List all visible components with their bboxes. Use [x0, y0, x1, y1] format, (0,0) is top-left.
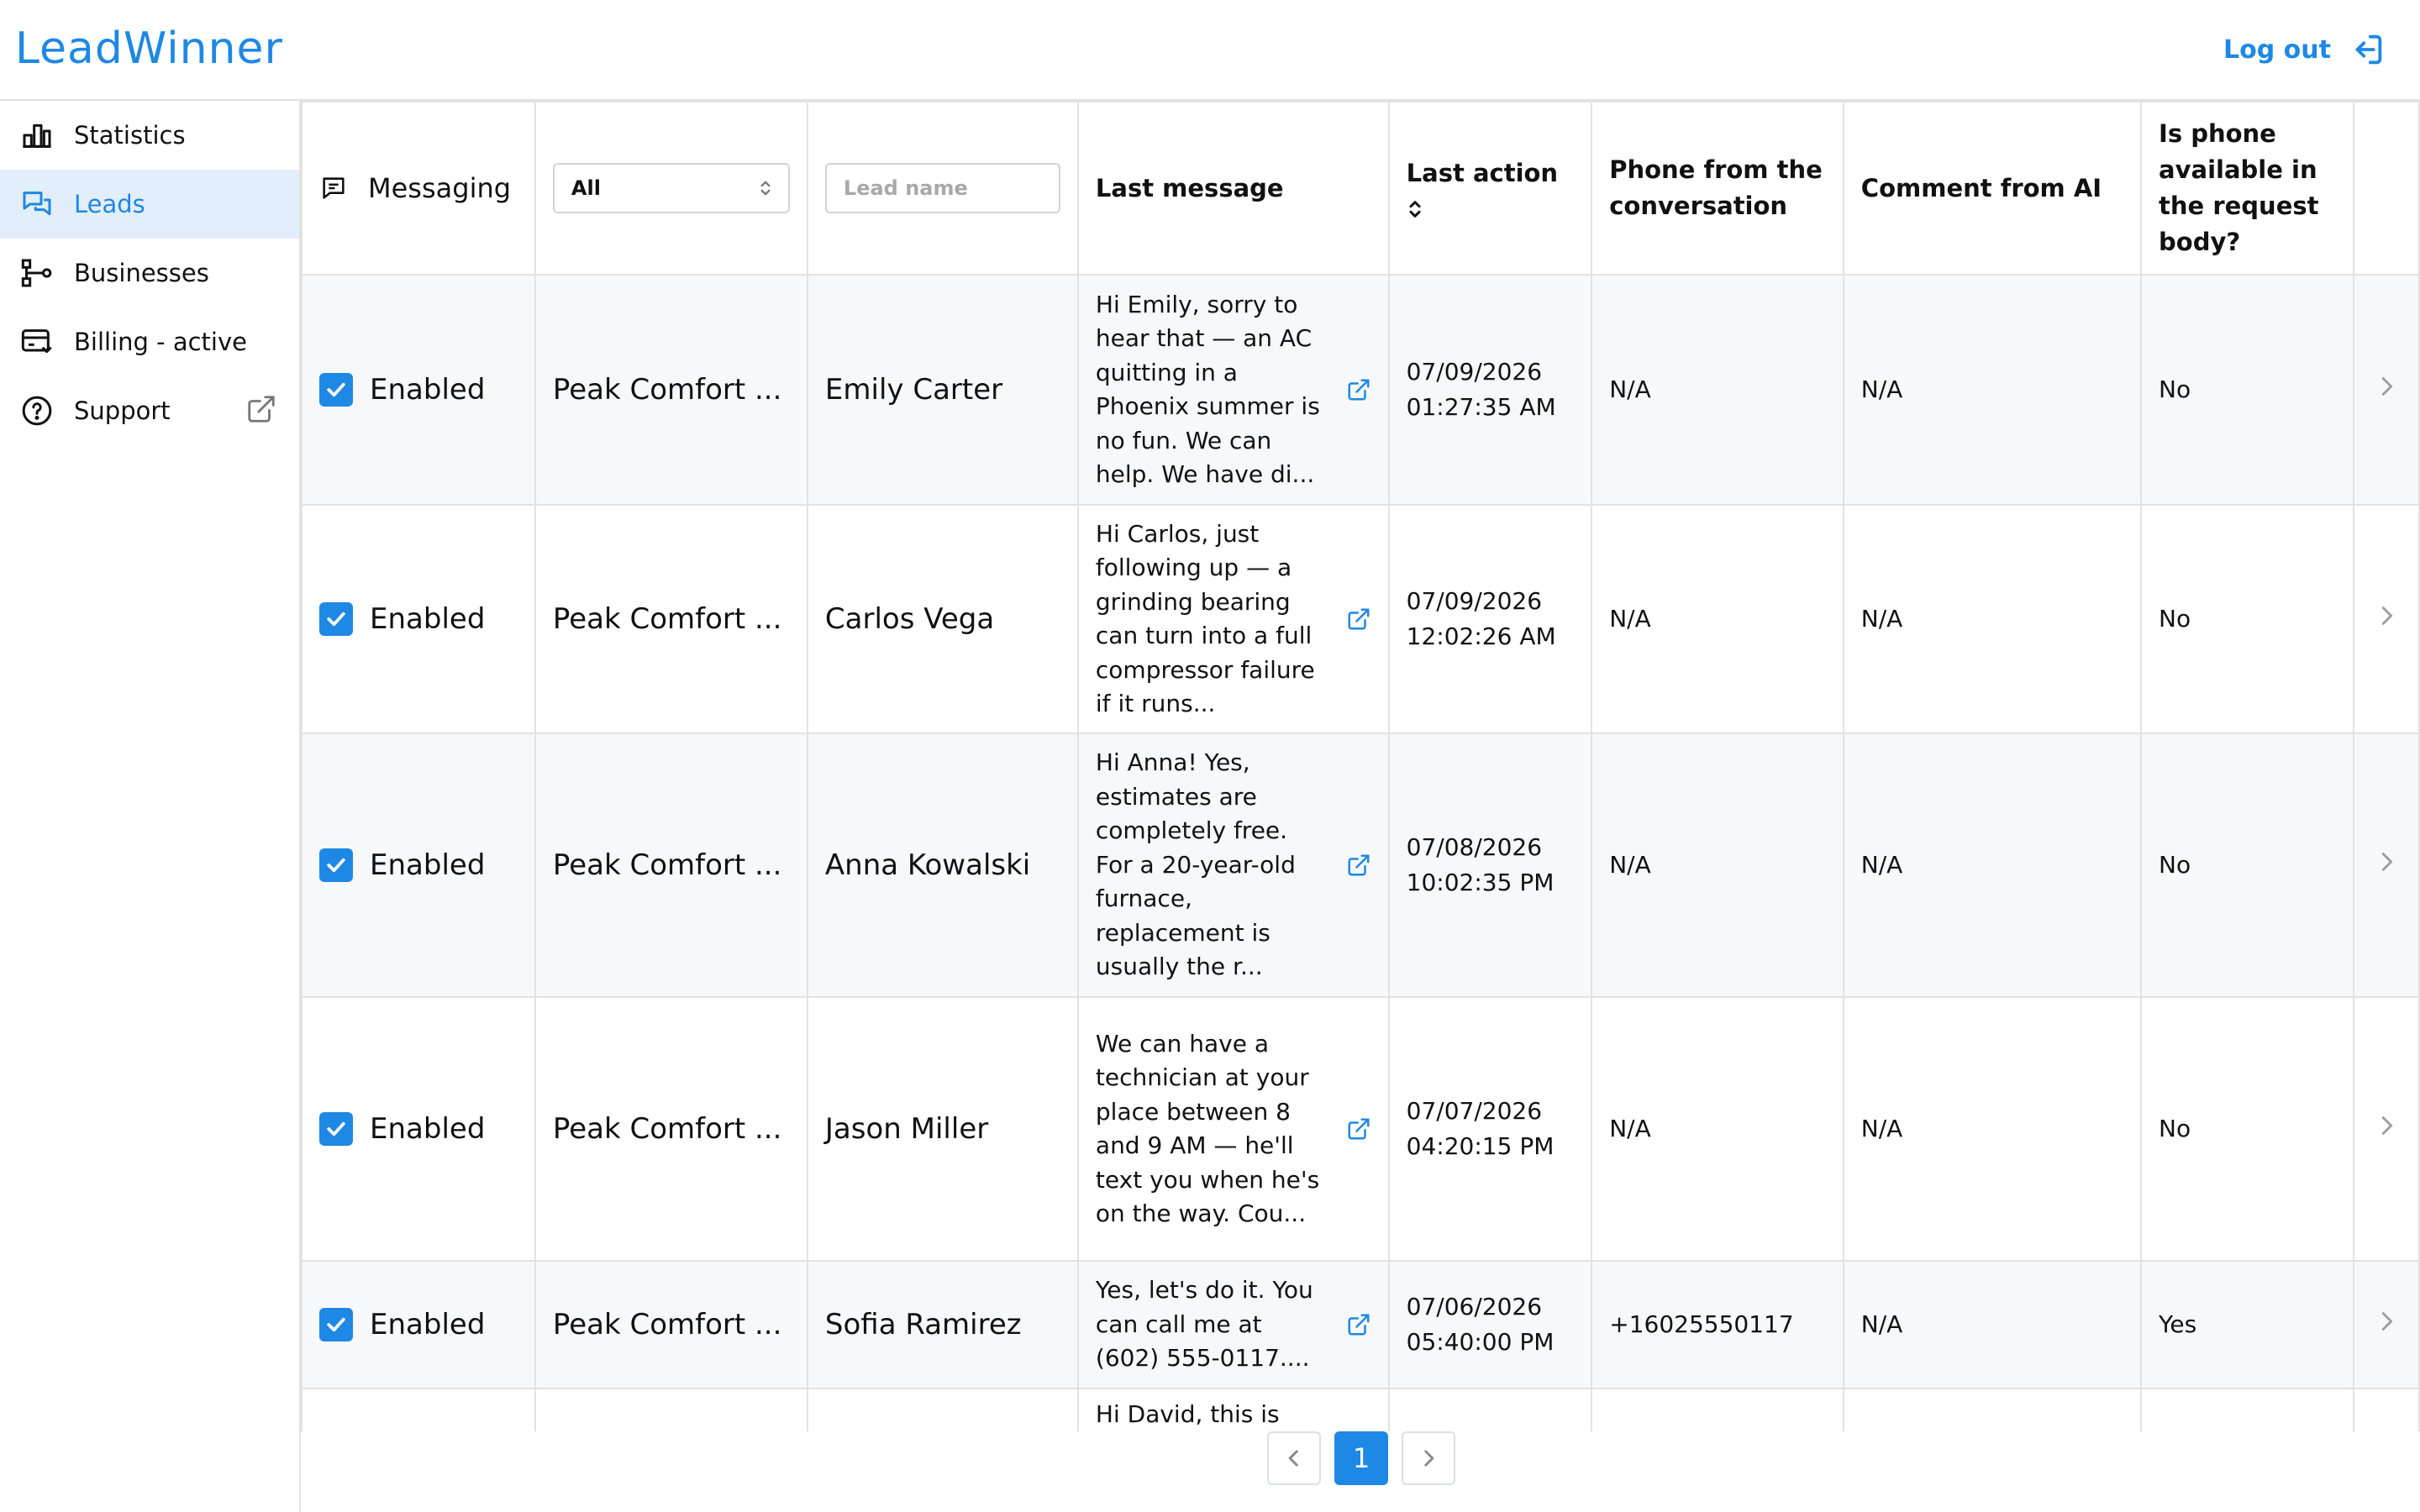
open-conversation-icon[interactable] — [1346, 606, 1371, 632]
header-lead-name — [808, 102, 1078, 275]
external-link-icon — [245, 393, 277, 425]
check-icon — [324, 606, 349, 632]
cell-phone: N/A — [1591, 997, 1844, 1261]
cell-phone — [1591, 1389, 1844, 1431]
header-last-action-label: Last action — [1406, 158, 1559, 187]
sidebar-item-leads[interactable] — [0, 170, 299, 239]
chevron-right-icon — [2377, 374, 2396, 399]
cell-business: Peak Comfort ... — [535, 505, 808, 733]
last-action-date: 07/07/2026 — [1406, 1097, 1543, 1125]
cell-last-action — [1389, 275, 1592, 505]
cell-phone-available — [2141, 1389, 2354, 1431]
sidebar-item-label: Support — [74, 396, 171, 425]
header-phone-available: Is phone available in the request body? — [2141, 102, 2354, 275]
chevron-right-icon — [1420, 1447, 1437, 1469]
sidebar — [0, 101, 301, 1512]
open-conversation-icon[interactable] — [1346, 377, 1371, 402]
sidebar-item-label: Businesses — [74, 259, 209, 287]
cell-phone-available: No — [2141, 997, 2354, 1261]
messaging-status: Enabled — [370, 1308, 486, 1341]
cell-business: Peak Comfort ... — [535, 733, 808, 997]
sidebar-item-label: Leads — [74, 190, 145, 218]
table-row[interactable] — [302, 733, 2419, 997]
last-action-time: 12:02:26 AM — [1406, 622, 1556, 650]
cell-comment: N/A — [1844, 1261, 2141, 1389]
cell-comment: N/A — [1844, 505, 2141, 733]
header-messaging-label: Messaging — [368, 171, 512, 204]
cell-row-action[interactable] — [2354, 1261, 2419, 1389]
chevron-left-icon — [1286, 1447, 1302, 1469]
bar-chart-icon — [20, 118, 54, 152]
cell-row-action[interactable] — [2354, 733, 2419, 997]
sidebar-item-support[interactable] — [0, 376, 299, 445]
last-action-time: 10:02:35 PM — [1406, 869, 1555, 896]
cell-lead-name: Sofia Ramirez — [808, 1261, 1078, 1389]
messaging-checkbox[interactable] — [319, 1308, 353, 1341]
header-last-action — [1389, 102, 1592, 275]
cell-business: Peak Comfort ... — [535, 997, 808, 1261]
cell-comment — [1844, 1389, 2141, 1431]
chevron-right-icon — [2377, 603, 2396, 628]
message-icon — [319, 174, 348, 202]
header-messaging — [302, 102, 535, 275]
hierarchy-icon — [20, 256, 54, 290]
messaging-checkbox[interactable] — [319, 1112, 353, 1146]
check-icon — [324, 377, 349, 402]
business-filter-value: All — [571, 176, 601, 200]
cell-lead-name: Emily Carter — [808, 275, 1078, 505]
cell-lead-name: Carlos Vega — [808, 505, 1078, 733]
logout-button[interactable] — [2223, 30, 2386, 69]
cell-phone-available: No — [2141, 505, 2354, 733]
messaging-status: Enabled — [370, 848, 486, 882]
open-conversation-icon[interactable] — [1346, 1116, 1371, 1142]
cell-lead-name: Anna Kowalski — [808, 733, 1078, 997]
sidebar-item-businesses[interactable] — [0, 239, 299, 307]
chevron-right-icon — [2377, 1309, 2396, 1334]
prev-page-button[interactable] — [1267, 1431, 1321, 1485]
sidebar-item-label: Billing - active — [74, 328, 247, 356]
cell-phone-available: No — [2141, 275, 2354, 505]
cell-comment: N/A — [1844, 733, 2141, 997]
cell-row-action[interactable] — [2354, 275, 2419, 505]
sort-icon[interactable] — [1407, 197, 1423, 222]
pagination — [1267, 1431, 1455, 1485]
app-logo: LeadWinner — [15, 24, 283, 74]
messaging-checkbox[interactable] — [319, 373, 353, 407]
messaging-status: Enabled — [370, 1112, 486, 1146]
cell-phone: N/A — [1591, 733, 1844, 997]
cell-phone: N/A — [1591, 505, 1844, 733]
table-row[interactable] — [302, 1261, 2419, 1389]
cell-last-message — [1078, 1389, 1389, 1431]
header-spacer — [2354, 102, 2419, 275]
messaging-status: Enabled — [370, 373, 486, 407]
check-icon — [324, 1116, 349, 1142]
cell-last-message — [1078, 1261, 1389, 1389]
last-message-text: We can have a technician at your place between 8 and 9 AM — he'll text you when he's on the way. Cou... — [1095, 1029, 1320, 1227]
last-message-text: Hi David, this is — [1095, 1400, 1280, 1428]
sidebar-item-statistics[interactable] — [0, 101, 299, 170]
open-conversation-icon[interactable] — [1346, 853, 1371, 878]
logout-label: Log out — [2223, 34, 2331, 65]
cell-phone-available: Yes — [2141, 1261, 2354, 1389]
last-message-text: Hi Emily, sorry to hear that — an AC quitting in a Phoenix summer is no fun. We can help. We have di... — [1095, 290, 1320, 488]
last-message-text: Hi Anna! Yes, estimates are completely free. For a 20-year-old furnace, replacement is usually the r... — [1095, 748, 1296, 981]
cell-lead-name — [808, 1389, 1078, 1431]
billing-icon — [20, 325, 54, 359]
cell-row-action — [2354, 1389, 2419, 1431]
cell-last-action — [1389, 1261, 1592, 1389]
messaging-checkbox[interactable] — [319, 602, 353, 636]
cell-row-action[interactable] — [2354, 505, 2419, 733]
header-business-filter — [535, 102, 808, 275]
check-icon — [324, 853, 349, 878]
next-page-button[interactable] — [1402, 1431, 1455, 1485]
cell-row-action[interactable] — [2354, 997, 2419, 1261]
last-action-date: 07/08/2026 — [1406, 833, 1543, 861]
lead-name-input[interactable] — [825, 163, 1060, 213]
table-row[interactable] — [302, 275, 2419, 505]
last-message-text: Yes, let's do it. You can call me at (602) 555-0117.... — [1095, 1276, 1313, 1373]
cell-messaging — [302, 1261, 535, 1389]
header-phone: Phone from the conversation — [1591, 102, 1844, 275]
cell-messaging — [302, 733, 535, 997]
open-conversation-icon[interactable] — [1346, 1312, 1371, 1337]
logout-icon — [2348, 30, 2386, 69]
cell-last-action — [1389, 997, 1592, 1261]
cell-messaging — [302, 997, 535, 1261]
cell-phone: +16025550117 — [1591, 1261, 1844, 1389]
check-icon — [324, 1312, 349, 1337]
leads-table — [301, 101, 2420, 1431]
chevron-right-icon — [2377, 849, 2396, 874]
last-action-time: 01:27:35 AM — [1406, 393, 1556, 421]
cell-business: Peak Comfort ... — [535, 275, 808, 505]
business-filter-select[interactable] — [553, 163, 790, 213]
app-header — [0, 0, 2420, 101]
table-row[interactable] — [302, 505, 2419, 733]
last-action-time: 04:20:15 PM — [1406, 1132, 1555, 1160]
cell-last-action — [1389, 505, 1592, 733]
cell-messaging — [302, 505, 535, 733]
table-row[interactable] — [302, 997, 2419, 1261]
messaging-checkbox[interactable] — [319, 848, 353, 882]
sidebar-item-billing[interactable] — [0, 307, 299, 376]
last-message-text: Hi Carlos, just following up — a grinding bearing can turn into a full compressor failure if it runs... — [1095, 519, 1315, 717]
cell-last-message — [1078, 275, 1389, 505]
cell-business — [535, 1389, 808, 1431]
cell-phone: N/A — [1591, 275, 1844, 505]
chevron-right-icon — [2377, 1113, 2396, 1138]
select-arrows-icon — [758, 177, 773, 199]
cell-business: Peak Comfort ... — [535, 1261, 808, 1389]
table-header-row — [302, 102, 2419, 275]
cell-messaging — [302, 1389, 535, 1431]
cell-last-message — [1078, 997, 1389, 1261]
header-last-message: Last message — [1078, 102, 1389, 275]
leads-table-container[interactable] — [301, 101, 2420, 1431]
cell-messaging — [302, 275, 535, 505]
last-action-date: 07/09/2026 — [1406, 587, 1543, 615]
cell-last-action — [1389, 733, 1592, 997]
last-action-date: 07/06/2026 — [1406, 1293, 1543, 1320]
page-button-current[interactable]: 1 — [1334, 1431, 1388, 1485]
cell-phone-available: No — [2141, 733, 2354, 997]
header-comment: Comment from AI — [1844, 102, 2141, 275]
chat-bubbles-icon — [20, 187, 54, 221]
cell-last-message — [1078, 505, 1389, 733]
table-row[interactable] — [302, 1389, 2419, 1431]
sidebar-item-label: Statistics — [74, 121, 186, 150]
cell-last-action — [1389, 1389, 1592, 1431]
help-icon — [20, 394, 54, 428]
cell-lead-name: Jason Miller — [808, 997, 1078, 1261]
cell-last-message — [1078, 733, 1389, 997]
last-action-time: 05:40:00 PM — [1406, 1328, 1555, 1356]
cell-comment: N/A — [1844, 275, 2141, 505]
cell-comment: N/A — [1844, 997, 2141, 1261]
last-action-date: 07/09/2026 — [1406, 358, 1543, 386]
messaging-status: Enabled — [370, 602, 486, 636]
